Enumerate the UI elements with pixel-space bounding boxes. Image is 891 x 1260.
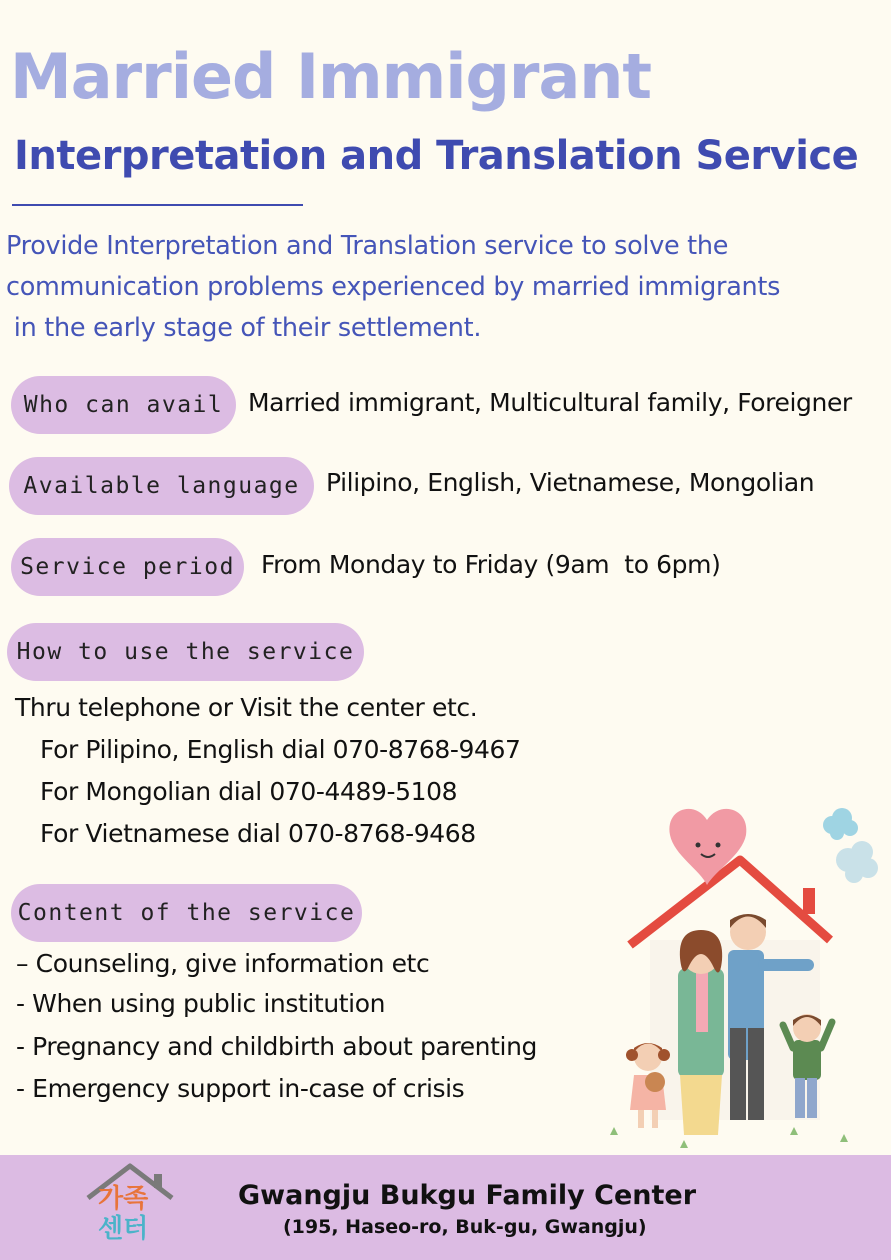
- footer-address: (195, Haseo-ro, Buk-gu, Gwangju): [283, 1216, 647, 1238]
- footer-center-name: Gwangju Bukgu Family Center: [238, 1180, 697, 1211]
- available-language-value: Pilipino, English, Vietnamese, Mongolian: [326, 468, 815, 497]
- how-line-3: For Mongolian dial 070-4489-5108: [40, 777, 458, 806]
- how-line-1: Thru telephone or Visit the center etc.: [15, 693, 478, 722]
- service-period-label: Service period: [11, 538, 244, 596]
- how-line-2: For Pilipino, English dial 070-8768-9467: [40, 735, 521, 764]
- content-label: Content of the service: [11, 884, 362, 942]
- content-item-3: - Pregnancy and childbirth about parenting: [16, 1032, 537, 1061]
- page-title: Married Immigrant: [10, 40, 652, 113]
- available-language-label: Available language: [9, 457, 314, 515]
- who-can-avail-label: Who can avail: [11, 376, 236, 434]
- heart-icon: [669, 809, 746, 885]
- service-period-value: From Monday to Friday (9am to 6pm): [261, 550, 721, 579]
- cloud-icon: [823, 808, 858, 840]
- intro-line-2: communication problems experienced by married immigrants: [6, 272, 781, 302]
- content-item-4: - Emergency support in-case of crisis: [16, 1074, 465, 1103]
- how-to-use-label: How to use the service: [7, 623, 364, 681]
- family-house-illustration: [600, 790, 890, 1155]
- who-can-avail-value: Married immigrant, Multicultural family, Foreigner: [248, 388, 852, 417]
- intro-line-1: Provide Interpretation and Translation service to solve the: [6, 231, 729, 261]
- content-item-2: - When using public institution: [16, 989, 386, 1018]
- logo-text-top: 가족: [98, 1184, 149, 1214]
- page-subtitle: Interpretation and Translation Service: [14, 133, 859, 179]
- intro-line-3: in the early stage of their settlement.: [6, 313, 482, 343]
- content-item-1: – Counseling, give information etc: [16, 949, 430, 978]
- title-divider: [12, 204, 303, 206]
- logo-text-bottom: 센터: [98, 1214, 149, 1244]
- intro-text: [6, 226, 886, 349]
- how-line-4: For Vietnamese dial 070-8768-9468: [40, 819, 476, 848]
